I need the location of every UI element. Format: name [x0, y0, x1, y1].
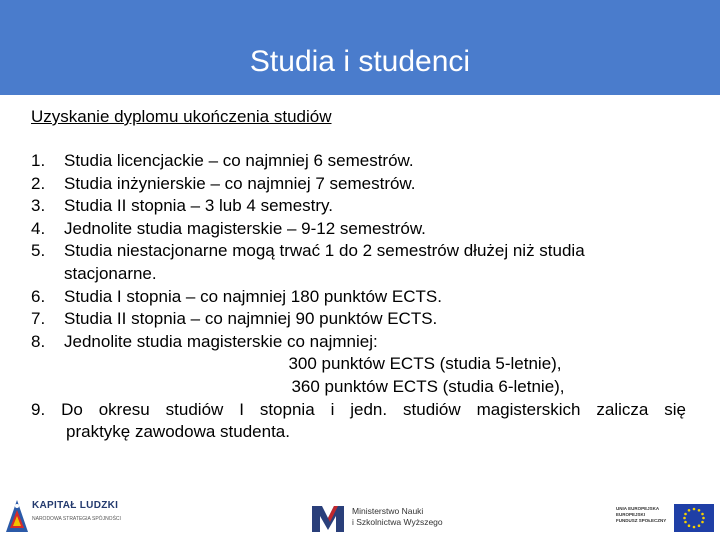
list-item-text: Studia I stopnia – co najmniej 180 punktów ECTS.	[64, 286, 442, 306]
list-item	[31, 240, 686, 285]
footer-logos	[0, 492, 720, 540]
kapital-ludzki-title: KAPITAŁ LUDZKI	[32, 500, 119, 511]
kapital-ludzki-logo	[4, 496, 134, 536]
list-item-number: 3.	[31, 196, 46, 216]
eu-logo	[616, 498, 716, 538]
list-item-number: 5.	[31, 241, 46, 261]
ministry-name	[352, 506, 443, 528]
eu-line3: FUNDUSZ SPOŁECZNY	[616, 518, 667, 523]
list-item-text: Studia II stopnia – 3 lub 4 semestry.	[64, 196, 333, 216]
list-item-subline: 300 punktów ECTS (studia 5-letnie),	[288, 354, 562, 374]
requirements-list	[31, 150, 686, 444]
list-item-text: Studia licencjackie – co najmniej 6 semestrów.	[64, 151, 414, 170]
list-item-continuation: stacjonarne.	[64, 263, 157, 283]
eu-flag-icon	[674, 504, 714, 532]
list-item	[31, 308, 686, 331]
ministry-logo	[306, 498, 466, 538]
list-item-subline: 360 punktów ECTS (studia 6-letnie),	[291, 376, 565, 396]
ministry-name-line1: Ministerstwo Nauki	[352, 506, 424, 516]
list-item-number: 1.	[31, 151, 46, 170]
list-item-text: Jednolite studia magisterskie co najmniej:	[64, 331, 378, 351]
header-bar	[0, 0, 720, 95]
list-item-number: 7.	[31, 309, 46, 329]
list-item-number: 2.	[31, 173, 46, 193]
eu-line1: UNIA EUROPEJSKA	[616, 506, 660, 511]
list-item	[31, 195, 686, 218]
list-item-number: 6.	[31, 286, 46, 306]
list-item	[31, 173, 686, 196]
slide-title: Studia i studenci	[249, 45, 471, 78]
ministry-name-line2: i Szkolnictwa Wyższego	[352, 517, 443, 527]
list-item-text: 9. Do okresu studiów I stopnia i jedn. studiów magisterskich zalicza się	[31, 399, 686, 419]
list-item-text: Jednolite studia magisterskie – 9-12 semestrów.	[64, 218, 426, 238]
ministry-icon	[310, 502, 346, 534]
list-item	[31, 218, 686, 241]
eu-line2: EUROPEJSKI	[616, 512, 646, 517]
list-item-continuation: praktykę zawodowa studenta.	[66, 422, 290, 442]
list-item-number: 4.	[31, 218, 46, 238]
list-item	[31, 286, 686, 309]
list-item	[31, 399, 686, 444]
section-subtitle: Uzyskanie dyplomu ukończenia studiów	[31, 107, 332, 126]
list-item-text: Studia II stopnia – co najmniej 90 punktów ECTS.	[64, 309, 438, 329]
list-item-number: 8.	[31, 331, 46, 351]
kapital-ludzki-subtitle: NARODOWA STRATEGIA SPÓJNOŚCI	[32, 516, 121, 522]
list-item	[31, 331, 686, 399]
list-item-text: Studia inżynierskie – co najmniej 7 semestrów.	[64, 173, 416, 193]
kapital-ludzki-icon	[4, 498, 30, 534]
list-item	[31, 150, 686, 173]
eu-fund-text	[616, 506, 666, 524]
list-item-text: Studia niestacjonarne mogą trwać 1 do 2 semestrów dłużej niż studia	[64, 241, 585, 261]
